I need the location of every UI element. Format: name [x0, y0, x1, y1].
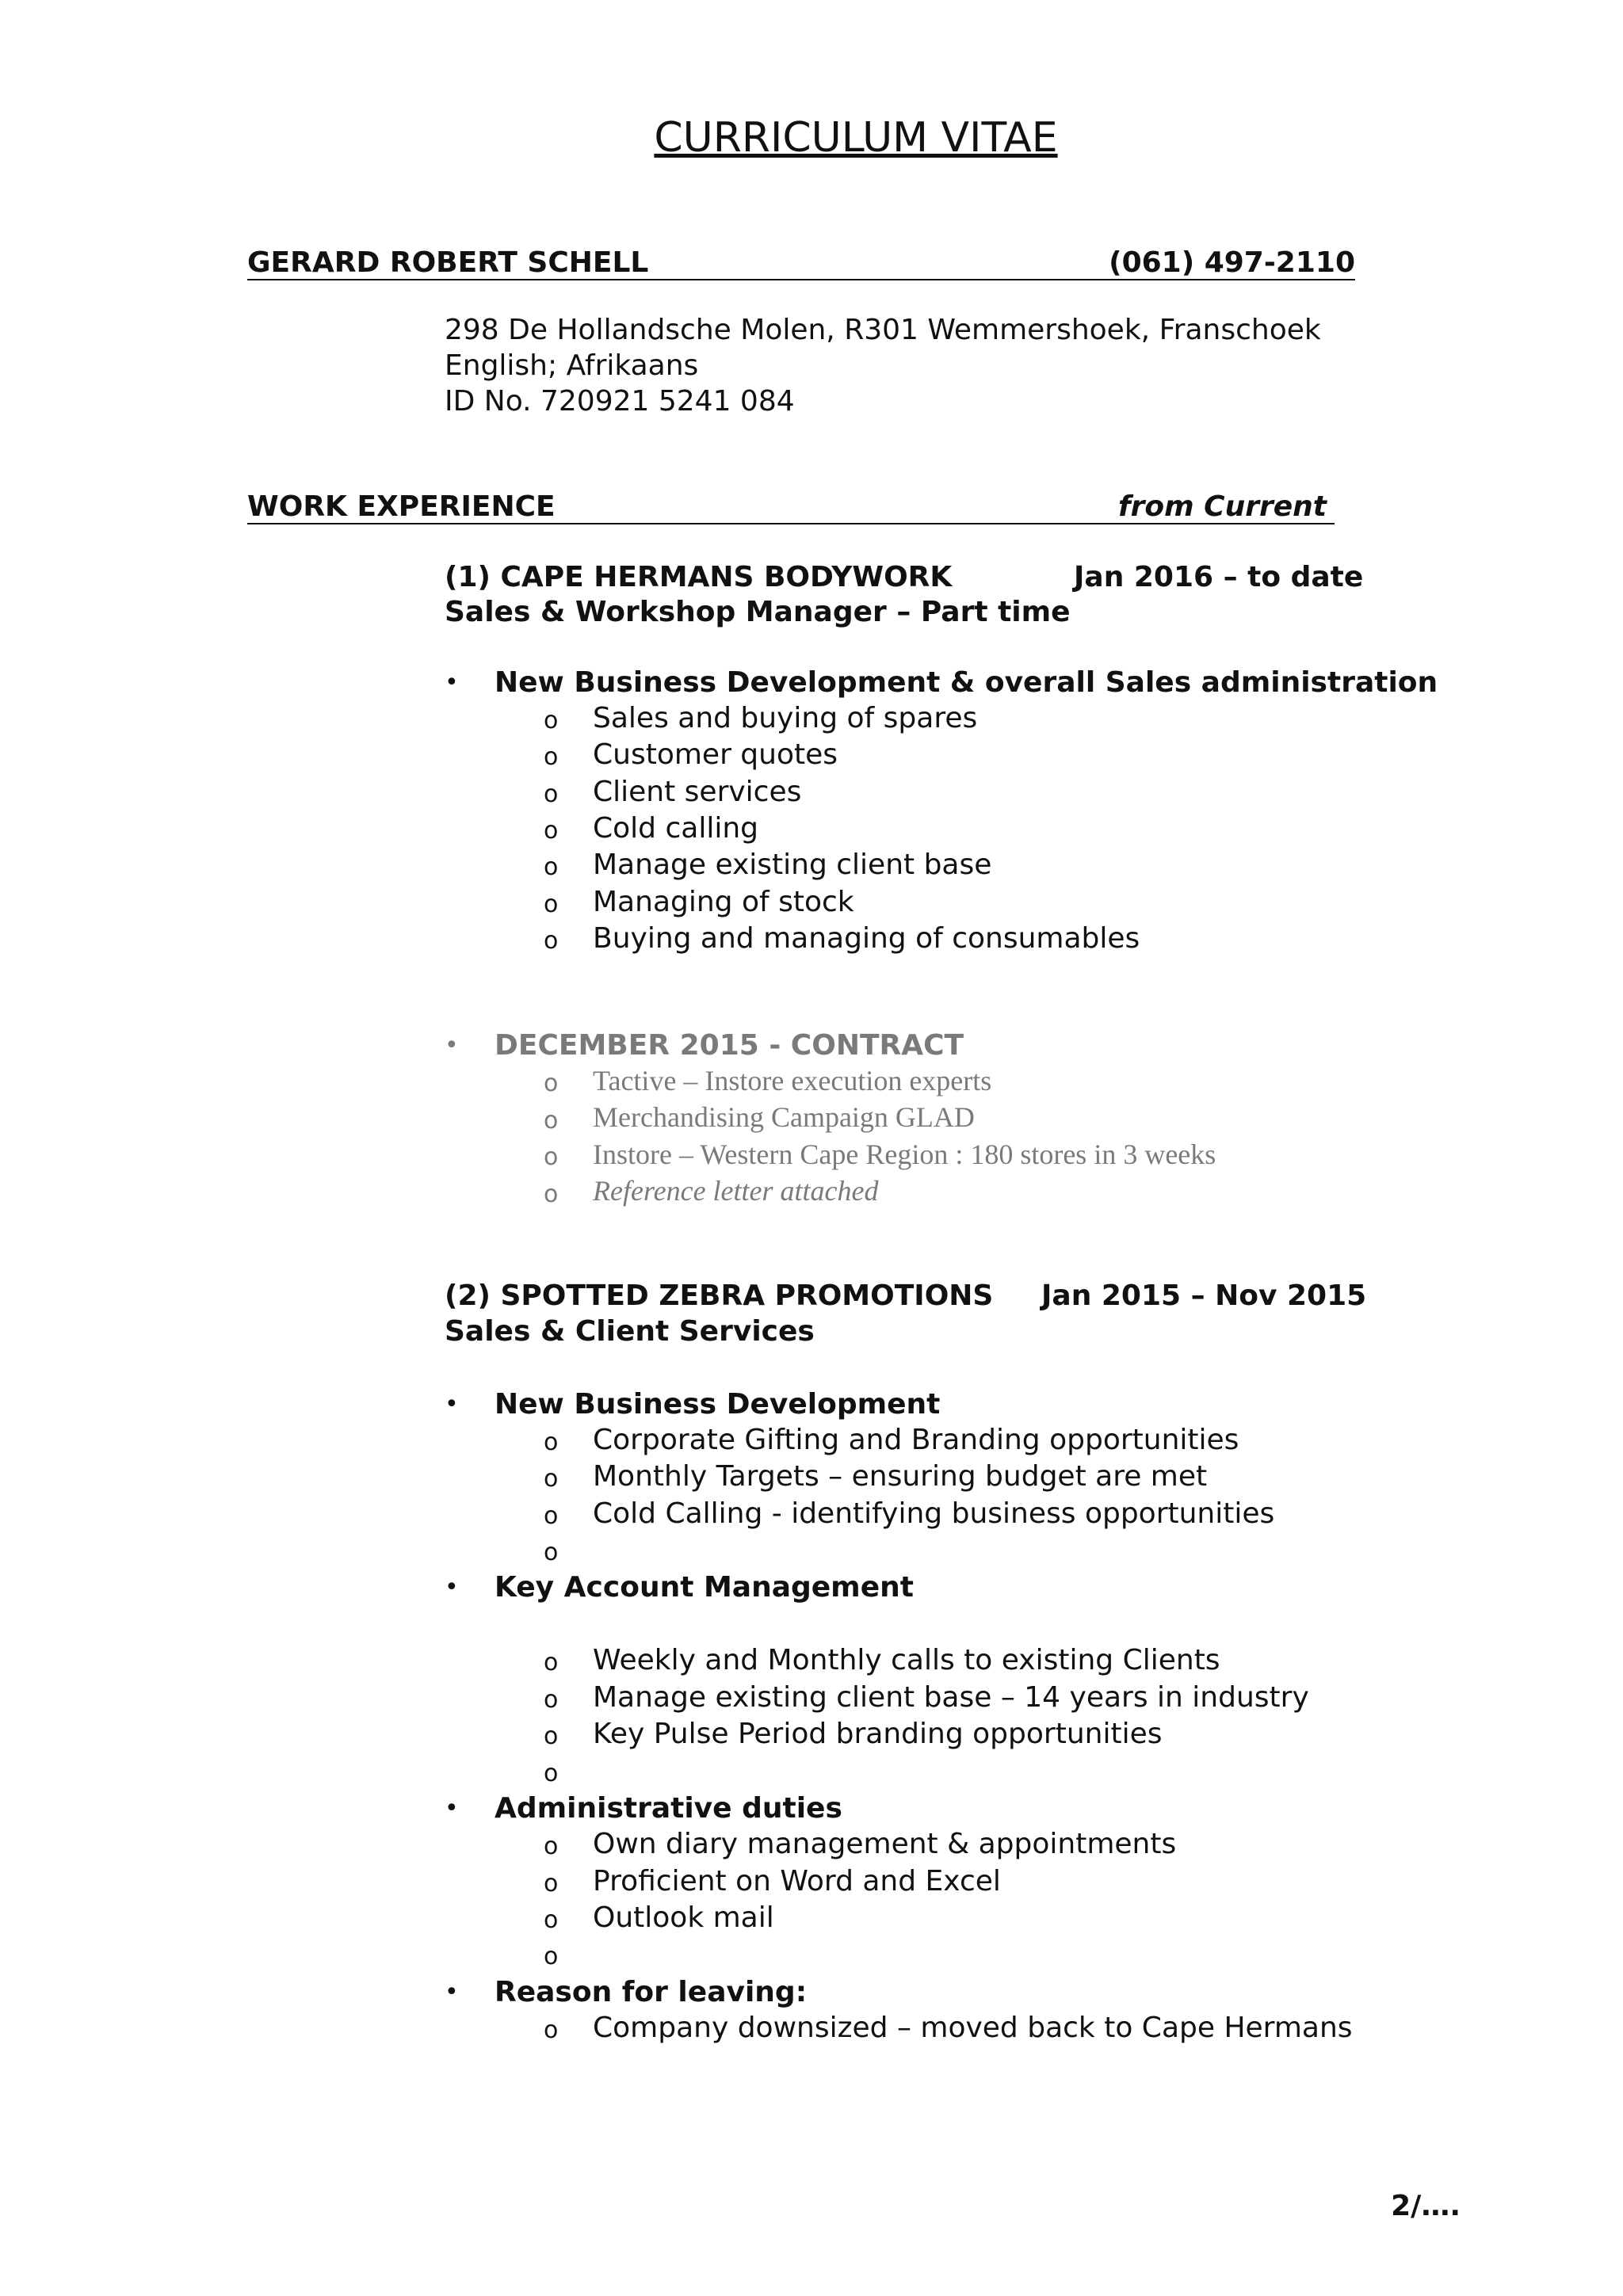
- job1-item: Sales and buying of spares: [593, 702, 978, 734]
- bullet-icon: •: [445, 1390, 459, 1418]
- job2-item: Proficient on Word and Excel: [593, 1865, 1001, 1897]
- job2-item: Own diary management & appointments: [593, 1828, 1177, 1860]
- job2-item: Outlook mail: [593, 1901, 774, 1934]
- job1-item: Customer quotes: [593, 738, 838, 771]
- job2-item: Monthly Targets – ensuring budget are met: [593, 1460, 1208, 1493]
- circle-bullet-icon: o: [544, 1833, 559, 1860]
- circle-bullet-icon: o: [544, 1107, 559, 1135]
- job2-section-title: Reason for leaving:: [495, 1976, 808, 2008]
- circle-bullet-icon: o: [544, 1180, 559, 1208]
- circle-bullet-icon: o: [544, 1502, 559, 1530]
- document-title: CURRICULUM VITAE: [654, 114, 1058, 162]
- circle-bullet-icon: o: [544, 1760, 559, 1787]
- circle-bullet-icon: o: [544, 1943, 559, 1970]
- contract-item: Instore – Western Cape Region : 180 stores in 3 weeks: [593, 1138, 1216, 1170]
- job2-item: Manage existing client base – 14 years in industry: [593, 1681, 1309, 1714]
- job2-section-title: New Business Development: [495, 1388, 941, 1421]
- job1-item: Client services: [593, 776, 802, 808]
- job2-item: Weekly and Monthly calls to existing Clients: [593, 1644, 1220, 1676]
- circle-bullet-icon: o: [544, 1465, 559, 1493]
- job2-role: Sales & Client Services: [445, 1315, 815, 1348]
- contract-item: Merchandising Campaign GLAD: [593, 1101, 975, 1133]
- circle-bullet-icon: o: [544, 1649, 559, 1676]
- job1-dates: Jan 2016 – to date: [1074, 561, 1364, 593]
- contract-bullet: DECEMBER 2015 - CONTRACT: [495, 1029, 964, 1062]
- job2-section-title: Key Account Management: [495, 1571, 914, 1604]
- circle-bullet-icon: o: [544, 817, 559, 845]
- job2-company: (2) SPOTTED ZEBRA PROMOTIONS: [445, 1280, 994, 1312]
- circle-bullet-icon: o: [544, 2016, 559, 2044]
- job2-section-title: Administrative duties: [495, 1792, 842, 1825]
- page-number: 2/….: [1391, 2190, 1461, 2222]
- bullet-icon: •: [445, 1794, 459, 1822]
- bullet-icon: •: [445, 1032, 459, 1059]
- work-experience-heading: WORK EXPERIENCE: [247, 490, 556, 523]
- circle-bullet-icon: o: [544, 707, 559, 734]
- personal-id: ID No. 720921 5241 084: [445, 385, 795, 418]
- circle-bullet-icon: o: [544, 853, 559, 881]
- job2-item: Key Pulse Period branding opportunities: [593, 1718, 1163, 1750]
- work-experience-row: [247, 491, 1335, 524]
- job2-item: Cold Calling - identifying business opportunities: [593, 1497, 1275, 1530]
- circle-bullet-icon: o: [544, 1070, 559, 1097]
- circle-bullet-icon: o: [544, 891, 559, 918]
- job1-role: Sales & Workshop Manager – Part time: [445, 596, 1071, 628]
- circle-bullet-icon: o: [544, 1428, 559, 1456]
- bullet-icon: •: [445, 1573, 459, 1601]
- personal-address: 298 De Hollandsche Molen, R301 Wemmershoek, Franschoek: [445, 314, 1321, 346]
- circle-bullet-icon: o: [544, 1539, 559, 1566]
- job1-item: Managing of stock: [593, 886, 854, 918]
- candidate-phone: (061) 497-2110: [1109, 246, 1355, 279]
- job2-item: Corporate Gifting and Branding opportunities: [593, 1424, 1239, 1456]
- candidate-name: GERARD ROBERT SCHELL: [247, 246, 649, 279]
- job1-item: Cold calling: [593, 812, 758, 845]
- circle-bullet-icon: o: [544, 1143, 559, 1171]
- circle-bullet-icon: o: [544, 1906, 559, 1934]
- job2-dates: Jan 2015 – Nov 2015: [1041, 1280, 1367, 1312]
- circle-bullet-icon: o: [544, 1870, 559, 1897]
- job1-item: Buying and managing of consumables: [593, 922, 1140, 955]
- bullet-icon: •: [445, 669, 459, 696]
- circle-bullet-icon: o: [544, 1722, 559, 1750]
- personal-languages: English; Afrikaans: [445, 349, 699, 382]
- contract-item: Tactive – Instore execution experts: [593, 1065, 992, 1097]
- contract-item: Reference letter attached: [593, 1175, 879, 1207]
- circle-bullet-icon: o: [544, 927, 559, 955]
- name-row: [247, 247, 1355, 280]
- bullet-icon: •: [445, 1978, 459, 2006]
- job1-item: Manage existing client base: [593, 849, 992, 881]
- circle-bullet-icon: o: [544, 743, 559, 771]
- circle-bullet-icon: o: [544, 780, 559, 808]
- job1-bullet: New Business Development & overall Sales administration: [495, 666, 1438, 699]
- job2-item: Company downsized – moved back to Cape Hermans: [593, 2012, 1353, 2044]
- circle-bullet-icon: o: [544, 1686, 559, 1714]
- work-experience-subheading: from Current: [1117, 490, 1327, 523]
- job1-company: (1) CAPE HERMANS BODYWORK: [445, 561, 953, 593]
